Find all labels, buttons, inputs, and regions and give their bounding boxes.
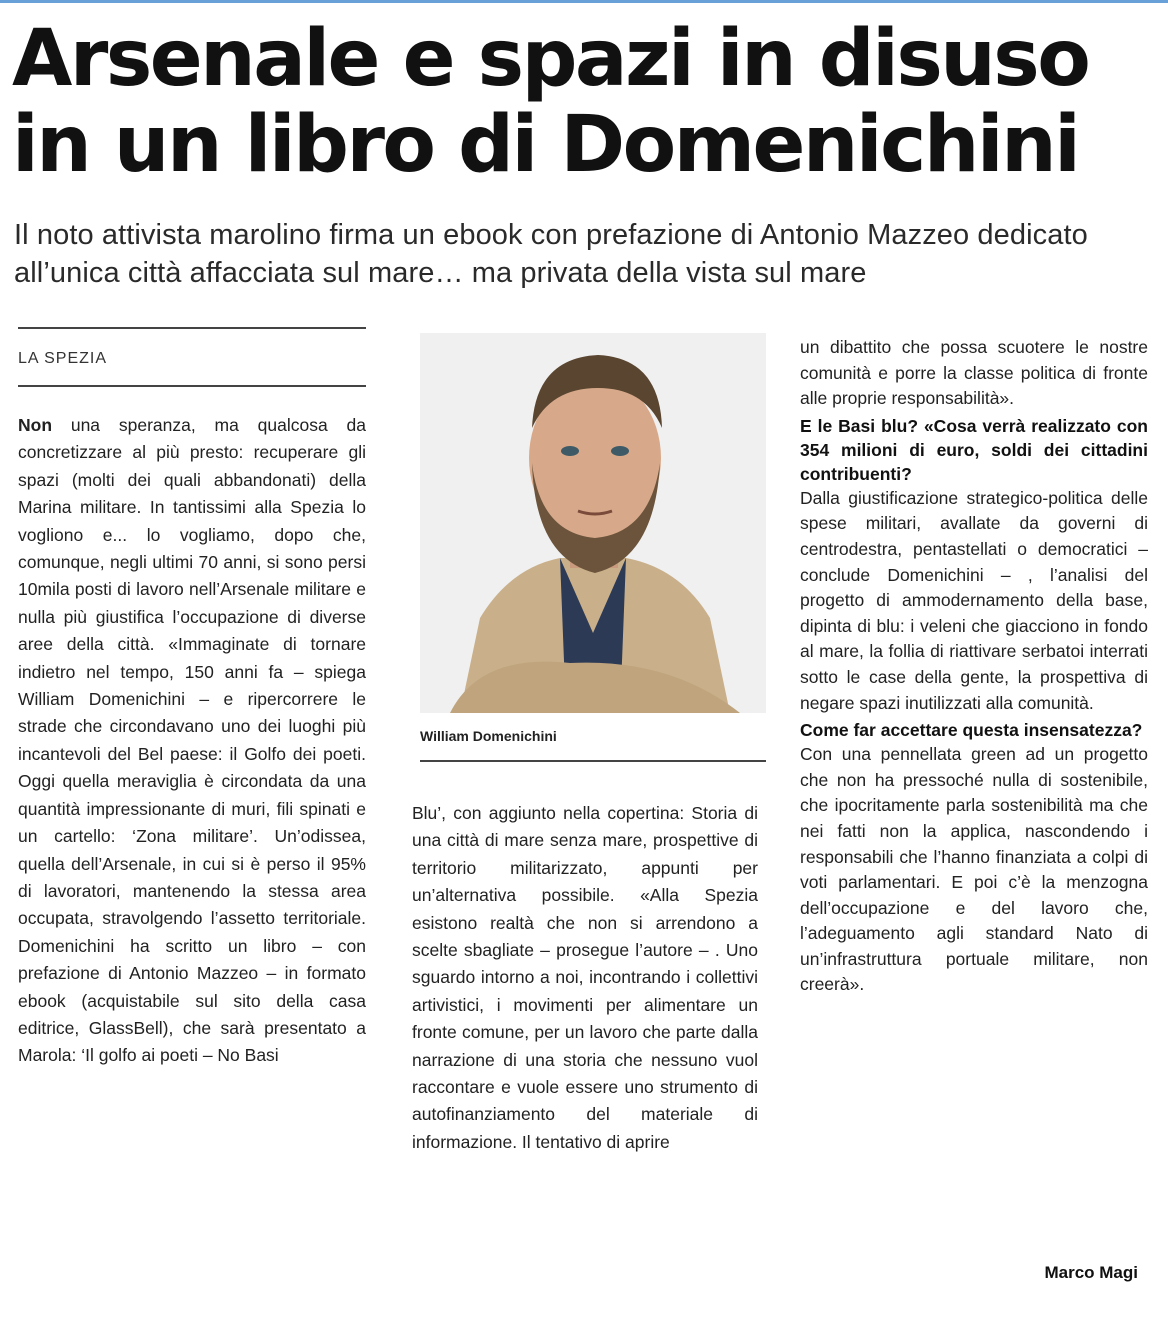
column-3-paragraph-2: Dalla giustificazione strategico-politica delle spese militari, avallate da governi di centrodestra, pentastellati o democratici – conclude Domenichini – , l’analisi del progetto di ammodernamento della base, dipinta di blu: i veleni che giacciono in fondo al mare, la follia di riattivare serbatoi interrati sotto le case della gente, la prospettiva di negare spazi inutilizzati alla comunità. bbox=[800, 487, 1148, 713]
subheadline: Il noto attivista marolino firma un ebook con prefazione di Antonio Mazzeo dedicato all’unica città affacciata sul mare… ma privata della vista sul mare bbox=[14, 219, 1088, 289]
article-column-2 bbox=[412, 800, 758, 1156]
column-1-paragraph bbox=[18, 412, 366, 1070]
headline: Arsenale e spazi in disuso in un libro di Domenichini bbox=[12, 14, 1089, 190]
top-border bbox=[0, 0, 1168, 3]
author-signature: Marco Magi bbox=[1044, 1263, 1138, 1282]
caption-rule bbox=[420, 760, 766, 762]
section-rule-bottom bbox=[18, 385, 366, 387]
question-2: Come far accettare questa insensatezza? bbox=[800, 720, 1143, 741]
column-1-text: una speranza, ma qualcosa da concretizzare al più presto: recuperare gli spazi (molti dei quali abbandonati) della Marina militare. In tantissimi alla Spezia lo vogliono e... lo vogliamo, dopo che, comunque, negli ultimi 70 anni, si sono persi 10mila posti di lavoro nell’Arsenale militare e nulla più giustifica l’occupazione di diverse aree della città. «Immaginate di tornare indietro nel tempo, 150 anni fa – spiega William Domenichini – e ripercorrere le strade che circondavano uno dei luoghi più incantevoli del Bel paese: il Golfo dei poeti. Oggi quella meraviglia è circondata da una quantità impressionante di muri, fili spinati e un cartello: ‘Zona militare’. Un’odissea, quella dell’Arsenale, in cui si è perso il 95% di lavoratori, mantenendo la stessa area occupata, stravolgendo l’assetto territoriale. Domenichini ha scritto un libro – con prefazione di Antonio Mazzeo – in formato ebook (acquistabile sul sito della casa editrice, GlassBell), che sarà presentato a Marola: ‘Il golfo ai poeti – No Basi bbox=[18, 415, 366, 1066]
section-label: LA SPEZIA bbox=[18, 350, 108, 367]
column-2-text: Blu’, con aggiunto nella copertina: Storia di una città di mare senza mare, prospettive di territorio militarizzato, appunti per un’alternativa possibile. «Alla Spezia esistono realtà che non si arrendono a scelte sbagliate – prosegue l’autore – . Uno sguardo intorno a noi, incontrando i collettivi artivistici, i movimenti per alimentare un fronte comune, per un lavoro che parte dalla narrazione di una storia che nessuno vuol raccontare e vuole essere uno strumento di autofinanziamento del materiale di informazione. Il tentativo di aprire bbox=[412, 803, 758, 1152]
portrait-illustration bbox=[420, 333, 766, 713]
column-3-paragraph-1: un dibattito che possa scuotere le nostre comunità e porre la classe politica di fronte alle proprie responsabilità». bbox=[800, 337, 1148, 409]
lead-word: Non bbox=[18, 415, 53, 435]
column-3-paragraph-3: Con una pennellata green ad un progetto che non ha pressoché nulla di sostenibile, che ipocritamente parla sostenibilità ma che nei fatti non la applica, nascondendo i responsabili che l’hanno finanziata a colpi di voti parlamentari. E poi c’è la menzogna dell’occupazione e del lavoro che, l’adeguamento agli standard Nato di un’infrastruttura portuale militare, non creerà». bbox=[800, 744, 1148, 995]
article-column-1 bbox=[18, 412, 366, 1070]
article-column-3 bbox=[800, 335, 1148, 998]
question-1: E le Basi blu? «Cosa verrà realizzato con 354 milioni di euro, soldi dei cittadini contribuenti? bbox=[800, 415, 1148, 484]
section-rule-top bbox=[18, 327, 366, 329]
photo-caption: William Domenichini bbox=[420, 728, 557, 744]
author-photo bbox=[420, 333, 766, 713]
